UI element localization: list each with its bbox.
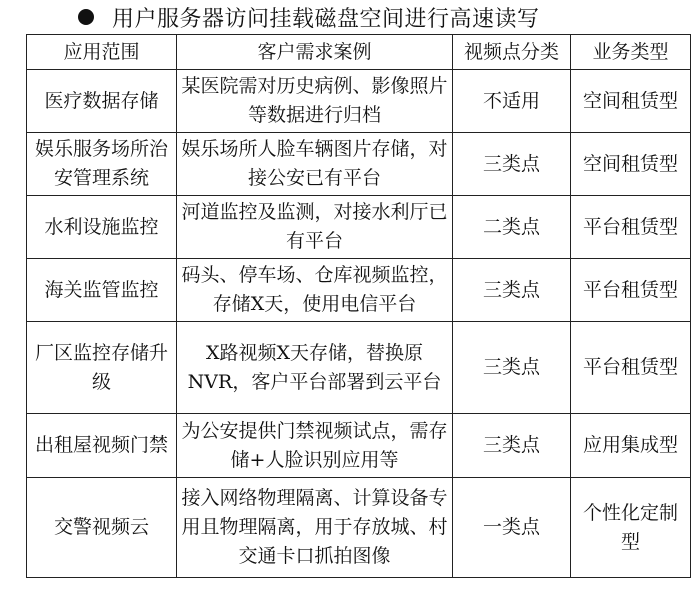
table-row [27, 70, 691, 133]
cell-category: 三类点 [453, 259, 571, 322]
cell-category: 不适用 [453, 70, 571, 133]
header-case: 客户需求案例 [177, 35, 453, 70]
section-heading-text: 用户服务器访问挂载磁盘空间进行高速读写 [112, 6, 540, 32]
cell-case: 接入网络物理隔离、计算设备专用且物理隔离，用于存放城、村交通卡口抓拍图像 [177, 478, 453, 578]
cell-business: 空间租赁型 [571, 133, 691, 196]
table-row [27, 196, 691, 259]
table-row [27, 133, 691, 196]
header-category: 视频点分类 [453, 35, 571, 70]
cell-scope: 出租屋视频门禁 [27, 414, 177, 478]
cell-case: 河道监控及监测，对接水利厅已有平台 [177, 196, 453, 259]
service-case-table [26, 34, 691, 578]
cell-scope: 娱乐服务场所治安管理系统 [27, 133, 177, 196]
cell-business: 空间租赁型 [571, 70, 691, 133]
header-business: 业务类型 [571, 35, 691, 70]
table-row [27, 414, 691, 478]
cell-case: 为公安提供门禁视频试点，需存储+人脸识别应用等 [177, 414, 453, 478]
table-row [27, 478, 691, 578]
cell-scope: 交警视频云 [27, 478, 177, 578]
cell-business: 平台租赁型 [571, 322, 691, 414]
table-row [27, 259, 691, 322]
header-scope: 应用范围 [27, 35, 177, 70]
section-heading [78, 2, 540, 32]
table-header-row [27, 35, 691, 70]
cell-scope: 水利设施监控 [27, 196, 177, 259]
cell-scope: 厂区监控存储升级 [27, 322, 177, 414]
cell-case: 码头、停车场、仓库视频监控，存储X天，使用电信平台 [177, 259, 453, 322]
cell-category: 一类点 [453, 478, 571, 578]
cell-case: 娱乐场所人脸车辆图片存储，对接公安已有平台 [177, 133, 453, 196]
cell-business: 应用集成型 [571, 414, 691, 478]
cell-case: 某医院需对历史病例、影像照片等数据进行归档 [177, 70, 453, 133]
cell-category: 三类点 [453, 414, 571, 478]
cell-business: 平台租赁型 [571, 196, 691, 259]
cell-scope: 医疗数据存储 [27, 70, 177, 133]
cell-category: 三类点 [453, 322, 571, 414]
cell-category: 二类点 [453, 196, 571, 259]
bullet-icon [78, 9, 94, 25]
cell-case: X路视频X天存储，替换原NVR，客户平台部署到云平台 [177, 322, 453, 414]
cell-business: 平台租赁型 [571, 259, 691, 322]
cell-category: 三类点 [453, 133, 571, 196]
cell-business: 个性化定制型 [571, 478, 691, 578]
cell-scope: 海关监管监控 [27, 259, 177, 322]
table-row [27, 322, 691, 414]
